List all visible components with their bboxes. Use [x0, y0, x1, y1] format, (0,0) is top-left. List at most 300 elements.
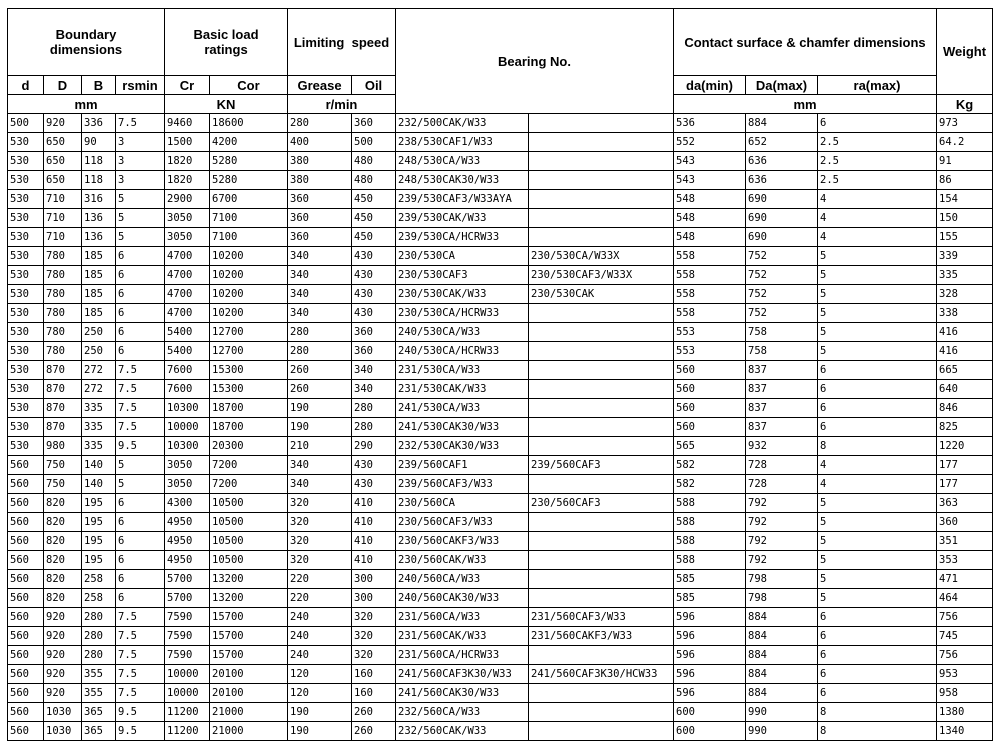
- cell-weight: 351: [937, 532, 993, 551]
- cell-oil: 360: [352, 342, 396, 361]
- cell-B: 355: [82, 665, 116, 684]
- cell-cor: 6700: [210, 190, 288, 209]
- cell-bearing-no: 239/530CA/HCRW33: [396, 228, 529, 247]
- cell-grease: 320: [288, 513, 352, 532]
- cell-Da-max: 837: [746, 361, 818, 380]
- table-row: [8, 627, 993, 646]
- cell-oil: 300: [352, 570, 396, 589]
- cell-bearing-alt: [529, 342, 674, 361]
- cell-D: 820: [44, 551, 82, 570]
- cell-grease: 400: [288, 133, 352, 152]
- cell-bearing-alt: 230/560CAF3: [529, 494, 674, 513]
- cell-ra-max: 5: [818, 304, 937, 323]
- cell-oil: 410: [352, 551, 396, 570]
- col-rsmin: rsmin: [116, 76, 165, 95]
- cell-cor: 7100: [210, 228, 288, 247]
- cell-grease: 280: [288, 114, 352, 133]
- cell-D: 710: [44, 228, 82, 247]
- table-row: [8, 228, 993, 247]
- cell-da-min: 588: [674, 551, 746, 570]
- cell-cr: 1500: [165, 133, 210, 152]
- cell-rsmin: 6: [116, 285, 165, 304]
- cell-bearing-no: 230/530CA: [396, 247, 529, 266]
- table-row: [8, 323, 993, 342]
- cell-cr: 10300: [165, 399, 210, 418]
- cell-da-min: 553: [674, 323, 746, 342]
- cell-weight: 416: [937, 323, 993, 342]
- unit-mm: mm: [8, 95, 165, 114]
- cell-cr: 4950: [165, 532, 210, 551]
- table-row: [8, 285, 993, 304]
- cell-grease: 120: [288, 684, 352, 703]
- cell-da-min: 560: [674, 361, 746, 380]
- cell-ra-max: 6: [818, 608, 937, 627]
- cell-da-min: 585: [674, 570, 746, 589]
- cell-weight: 86: [937, 171, 993, 190]
- cell-D: 650: [44, 171, 82, 190]
- cell-bearing-no: 239/560CAF1: [396, 456, 529, 475]
- cell-cr: 10300: [165, 437, 210, 456]
- cell-cr: 3050: [165, 456, 210, 475]
- cell-Da-max: 728: [746, 475, 818, 494]
- cell-da-min: 582: [674, 475, 746, 494]
- cell-cor: 10500: [210, 513, 288, 532]
- cell-oil: 430: [352, 285, 396, 304]
- cell-cor: 5280: [210, 152, 288, 171]
- cell-weight: 665: [937, 361, 993, 380]
- cell-D: 780: [44, 285, 82, 304]
- cell-oil: 260: [352, 703, 396, 722]
- cell-bearing-alt: 231/560CAKF3/W33: [529, 627, 674, 646]
- cell-weight: 756: [937, 608, 993, 627]
- cell-rsmin: 3: [116, 133, 165, 152]
- cell-D: 780: [44, 304, 82, 323]
- cell-bearing-alt: [529, 399, 674, 418]
- cell-da-min: 596: [674, 684, 746, 703]
- cell-B: 136: [82, 228, 116, 247]
- cell-rsmin: 5: [116, 209, 165, 228]
- cell-bearing-no: 231/530CA/W33: [396, 361, 529, 380]
- cell-weight: 1340: [937, 722, 993, 741]
- cell-B: 272: [82, 361, 116, 380]
- cell-d: 530: [8, 171, 44, 190]
- cell-bearing-no: 241/530CA/W33: [396, 399, 529, 418]
- cell-bearing-alt: [529, 589, 674, 608]
- cell-bearing-alt: [529, 513, 674, 532]
- cell-B: 316: [82, 190, 116, 209]
- cell-cr: 7590: [165, 627, 210, 646]
- cell-cor: 7100: [210, 209, 288, 228]
- cell-bearing-no: 241/560CAF3K30/W33: [396, 665, 529, 684]
- cell-bearing-alt: [529, 133, 674, 152]
- cell-d: 560: [8, 627, 44, 646]
- cell-grease: 190: [288, 418, 352, 437]
- cell-cr: 10000: [165, 418, 210, 437]
- cell-D: 820: [44, 532, 82, 551]
- cell-bearing-no: 230/560CAKF3/W33: [396, 532, 529, 551]
- cell-B: 195: [82, 513, 116, 532]
- cell-grease: 260: [288, 380, 352, 399]
- cell-bearing-no: 232/530CAK30/W33: [396, 437, 529, 456]
- cell-Da-max: 792: [746, 532, 818, 551]
- cell-rsmin: 5: [116, 475, 165, 494]
- cell-grease: 360: [288, 228, 352, 247]
- table-row: [8, 608, 993, 627]
- cell-D: 820: [44, 589, 82, 608]
- cell-cor: 18700: [210, 418, 288, 437]
- cell-B: 195: [82, 494, 116, 513]
- cell-weight: 363: [937, 494, 993, 513]
- cell-D: 920: [44, 646, 82, 665]
- cell-da-min: 596: [674, 627, 746, 646]
- cell-B: 118: [82, 152, 116, 171]
- cell-d: 530: [8, 228, 44, 247]
- cell-grease: 340: [288, 475, 352, 494]
- cell-ra-max: 5: [818, 551, 937, 570]
- cell-grease: 340: [288, 304, 352, 323]
- cell-ra-max: 4: [818, 228, 937, 247]
- cell-bearing-alt: [529, 475, 674, 494]
- table-row: [8, 589, 993, 608]
- cell-d: 560: [8, 608, 44, 627]
- cell-Da-max: 792: [746, 513, 818, 532]
- cell-rsmin: 6: [116, 266, 165, 285]
- cell-B: 140: [82, 456, 116, 475]
- cell-bearing-alt: [529, 532, 674, 551]
- weight-header: Weight: [937, 9, 993, 95]
- cell-weight: 338: [937, 304, 993, 323]
- cell-B: 336: [82, 114, 116, 133]
- cell-D: 1030: [44, 703, 82, 722]
- cell-bearing-no: 230/530CA/HCRW33: [396, 304, 529, 323]
- cell-cor: 21000: [210, 722, 288, 741]
- cell-da-min: 585: [674, 589, 746, 608]
- table-row: [8, 247, 993, 266]
- cell-bearing-alt: [529, 437, 674, 456]
- cell-d: 500: [8, 114, 44, 133]
- cell-bearing-alt: [529, 551, 674, 570]
- cell-da-min: 596: [674, 608, 746, 627]
- table-row: [8, 722, 993, 741]
- cell-rsmin: 6: [116, 304, 165, 323]
- cell-d: 560: [8, 722, 44, 741]
- cell-d: 560: [8, 646, 44, 665]
- cell-ra-max: 8: [818, 703, 937, 722]
- col-cr: Cr: [165, 76, 210, 95]
- cell-Da-max: 728: [746, 456, 818, 475]
- cell-grease: 380: [288, 171, 352, 190]
- cell-grease: 240: [288, 646, 352, 665]
- cell-ra-max: 2.5: [818, 171, 937, 190]
- cell-ra-max: 6: [818, 361, 937, 380]
- cell-D: 820: [44, 494, 82, 513]
- bearing-table: [7, 8, 993, 741]
- cell-oil: 320: [352, 608, 396, 627]
- cell-B: 185: [82, 285, 116, 304]
- cell-da-min: 600: [674, 703, 746, 722]
- cell-bearing-no: 239/530CAK/W33: [396, 209, 529, 228]
- cell-B: 90: [82, 133, 116, 152]
- cell-oil: 410: [352, 513, 396, 532]
- cell-grease: 120: [288, 665, 352, 684]
- cell-Da-max: 690: [746, 209, 818, 228]
- cell-grease: 340: [288, 247, 352, 266]
- cell-ra-max: 4: [818, 209, 937, 228]
- cell-cr: 4300: [165, 494, 210, 513]
- cell-cr: 3050: [165, 228, 210, 247]
- cell-ra-max: 6: [818, 646, 937, 665]
- contact-surface-header: Contact surface & chamfer dimensions: [674, 9, 937, 76]
- cell-Da-max: 837: [746, 380, 818, 399]
- cell-Da-max: 837: [746, 399, 818, 418]
- cell-B: 185: [82, 247, 116, 266]
- cell-B: 280: [82, 646, 116, 665]
- cell-d: 530: [8, 323, 44, 342]
- cell-Da-max: 636: [746, 171, 818, 190]
- cell-cor: 12700: [210, 342, 288, 361]
- cell-grease: 190: [288, 399, 352, 418]
- cell-cor: 21000: [210, 703, 288, 722]
- col-D: D: [44, 76, 82, 95]
- cell-oil: 160: [352, 684, 396, 703]
- cell-oil: 160: [352, 665, 396, 684]
- cell-oil: 360: [352, 323, 396, 342]
- cell-cr: 1820: [165, 152, 210, 171]
- cell-cr: 2900: [165, 190, 210, 209]
- cell-weight: 471: [937, 570, 993, 589]
- cell-rsmin: 7.5: [116, 665, 165, 684]
- cell-cor: 5280: [210, 171, 288, 190]
- cell-da-min: 588: [674, 513, 746, 532]
- cell-cor: 10500: [210, 494, 288, 513]
- bearing-spec-sheet: [7, 8, 993, 741]
- cell-D: 710: [44, 209, 82, 228]
- cell-da-min: 536: [674, 114, 746, 133]
- cell-d: 560: [8, 570, 44, 589]
- cell-cor: 12700: [210, 323, 288, 342]
- cell-cr: 3050: [165, 209, 210, 228]
- cell-bearing-no: 240/560CA/W33: [396, 570, 529, 589]
- cell-bearing-alt: [529, 703, 674, 722]
- cell-weight: 339: [937, 247, 993, 266]
- cell-D: 1030: [44, 722, 82, 741]
- cell-cor: 20300: [210, 437, 288, 456]
- cell-B: 185: [82, 266, 116, 285]
- cell-B: 280: [82, 627, 116, 646]
- table-row: [8, 342, 993, 361]
- cell-d: 530: [8, 190, 44, 209]
- cell-rsmin: 9.5: [116, 437, 165, 456]
- table-row: [8, 532, 993, 551]
- cell-rsmin: 5: [116, 190, 165, 209]
- cell-bearing-alt: [529, 114, 674, 133]
- table-row: [8, 665, 993, 684]
- cell-d: 530: [8, 361, 44, 380]
- cell-cr: 7600: [165, 380, 210, 399]
- cell-B: 258: [82, 570, 116, 589]
- cell-rsmin: 6: [116, 532, 165, 551]
- boundary-dimensions-header: [8, 9, 165, 76]
- cell-weight: 1380: [937, 703, 993, 722]
- cell-cr: 9460: [165, 114, 210, 133]
- cell-grease: 190: [288, 703, 352, 722]
- cell-d: 530: [8, 266, 44, 285]
- cell-cor: 18700: [210, 399, 288, 418]
- cell-D: 920: [44, 114, 82, 133]
- cell-ra-max: 5: [818, 532, 937, 551]
- cell-cor: 10200: [210, 285, 288, 304]
- cell-Da-max: 752: [746, 285, 818, 304]
- cell-da-min: 565: [674, 437, 746, 456]
- cell-Da-max: 752: [746, 304, 818, 323]
- cell-rsmin: 7.5: [116, 418, 165, 437]
- cell-D: 780: [44, 247, 82, 266]
- cell-bearing-no: 241/530CAK30/W33: [396, 418, 529, 437]
- cell-ra-max: 5: [818, 513, 937, 532]
- cell-weight: 150: [937, 209, 993, 228]
- cell-weight: 973: [937, 114, 993, 133]
- cell-d: 530: [8, 399, 44, 418]
- cell-grease: 340: [288, 285, 352, 304]
- cell-ra-max: 5: [818, 589, 937, 608]
- table-row: [8, 266, 993, 285]
- cell-grease: 320: [288, 551, 352, 570]
- cell-rsmin: 7.5: [116, 114, 165, 133]
- cell-ra-max: 6: [818, 380, 937, 399]
- cell-da-min: 558: [674, 266, 746, 285]
- cell-rsmin: 5: [116, 456, 165, 475]
- cell-rsmin: 7.5: [116, 684, 165, 703]
- cell-weight: 953: [937, 665, 993, 684]
- cell-d: 530: [8, 342, 44, 361]
- cell-d: 530: [8, 380, 44, 399]
- cell-B: 280: [82, 608, 116, 627]
- cell-rsmin: 6: [116, 513, 165, 532]
- table-row: [8, 190, 993, 209]
- table-row: [8, 437, 993, 456]
- table-row: [8, 494, 993, 513]
- cell-weight: 353: [937, 551, 993, 570]
- cell-weight: 640: [937, 380, 993, 399]
- cell-d: 560: [8, 684, 44, 703]
- cell-B: 250: [82, 323, 116, 342]
- cell-B: 365: [82, 703, 116, 722]
- cell-bearing-no: 230/560CAF3/W33: [396, 513, 529, 532]
- cell-da-min: 558: [674, 285, 746, 304]
- cell-cr: 1820: [165, 171, 210, 190]
- cell-cr: 11200: [165, 703, 210, 722]
- cell-grease: 190: [288, 722, 352, 741]
- cell-Da-max: 752: [746, 247, 818, 266]
- cell-rsmin: 6: [116, 551, 165, 570]
- cell-ra-max: 5: [818, 247, 937, 266]
- cell-cr: 7590: [165, 608, 210, 627]
- cell-weight: 360: [937, 513, 993, 532]
- cell-Da-max: 932: [746, 437, 818, 456]
- cell-ra-max: 4: [818, 190, 937, 209]
- cell-weight: 335: [937, 266, 993, 285]
- cell-cr: 4700: [165, 285, 210, 304]
- cell-weight: 416: [937, 342, 993, 361]
- cell-D: 870: [44, 399, 82, 418]
- unit-mm-contact: mm: [674, 95, 937, 114]
- cell-bearing-no: 240/530CA/HCRW33: [396, 342, 529, 361]
- cell-d: 530: [8, 133, 44, 152]
- cell-Da-max: 884: [746, 114, 818, 133]
- cell-D: 710: [44, 190, 82, 209]
- cell-rsmin: 6: [116, 570, 165, 589]
- cell-da-min: 560: [674, 399, 746, 418]
- cell-rsmin: 7.5: [116, 380, 165, 399]
- cell-bearing-no: 231/560CAK/W33: [396, 627, 529, 646]
- cell-B: 272: [82, 380, 116, 399]
- cell-weight: 745: [937, 627, 993, 646]
- cell-da-min: 596: [674, 646, 746, 665]
- cell-rsmin: 7.5: [116, 399, 165, 418]
- cell-Da-max: 837: [746, 418, 818, 437]
- cell-oil: 340: [352, 361, 396, 380]
- cell-cr: 4700: [165, 304, 210, 323]
- cell-bearing-no: 230/530CAK/W33: [396, 285, 529, 304]
- cell-Da-max: 990: [746, 722, 818, 741]
- cell-bearing-alt: [529, 323, 674, 342]
- cell-D: 870: [44, 418, 82, 437]
- cell-ra-max: 2.5: [818, 152, 937, 171]
- table-row: [8, 551, 993, 570]
- cell-bearing-alt: [529, 570, 674, 589]
- col-B: B: [82, 76, 116, 95]
- cell-D: 650: [44, 152, 82, 171]
- cell-cor: 18600: [210, 114, 288, 133]
- cell-B: 195: [82, 532, 116, 551]
- unit-rmin: r/min: [288, 95, 396, 114]
- cell-oil: 320: [352, 646, 396, 665]
- cell-bearing-no: 230/560CA: [396, 494, 529, 513]
- cell-bearing-alt: 230/530CAK: [529, 285, 674, 304]
- cell-oil: 430: [352, 304, 396, 323]
- cell-d: 560: [8, 513, 44, 532]
- cell-oil: 410: [352, 532, 396, 551]
- cell-grease: 240: [288, 627, 352, 646]
- cell-da-min: 600: [674, 722, 746, 741]
- cell-bearing-no: 231/530CAK/W33: [396, 380, 529, 399]
- table-row: [8, 114, 993, 133]
- cell-ra-max: 6: [818, 399, 937, 418]
- cell-cor: 15700: [210, 627, 288, 646]
- cell-grease: 360: [288, 209, 352, 228]
- boundary-dimensions-label: Boundary dimensions: [49, 27, 123, 57]
- cell-ra-max: 5: [818, 285, 937, 304]
- cell-D: 980: [44, 437, 82, 456]
- cell-bearing-no: 232/560CAK/W33: [396, 722, 529, 741]
- cell-cor: 10200: [210, 247, 288, 266]
- cell-Da-max: 884: [746, 608, 818, 627]
- col-d: d: [8, 76, 44, 95]
- cell-rsmin: 6: [116, 342, 165, 361]
- cell-ra-max: 2.5: [818, 133, 937, 152]
- cell-rsmin: 7.5: [116, 627, 165, 646]
- cell-Da-max: 884: [746, 665, 818, 684]
- cell-cor: 4200: [210, 133, 288, 152]
- cell-bearing-alt: 231/560CAF3/W33: [529, 608, 674, 627]
- cell-rsmin: 3: [116, 171, 165, 190]
- cell-da-min: 548: [674, 228, 746, 247]
- cell-oil: 320: [352, 627, 396, 646]
- cell-B: 140: [82, 475, 116, 494]
- cell-B: 250: [82, 342, 116, 361]
- cell-cr: 3050: [165, 475, 210, 494]
- table-row: [8, 646, 993, 665]
